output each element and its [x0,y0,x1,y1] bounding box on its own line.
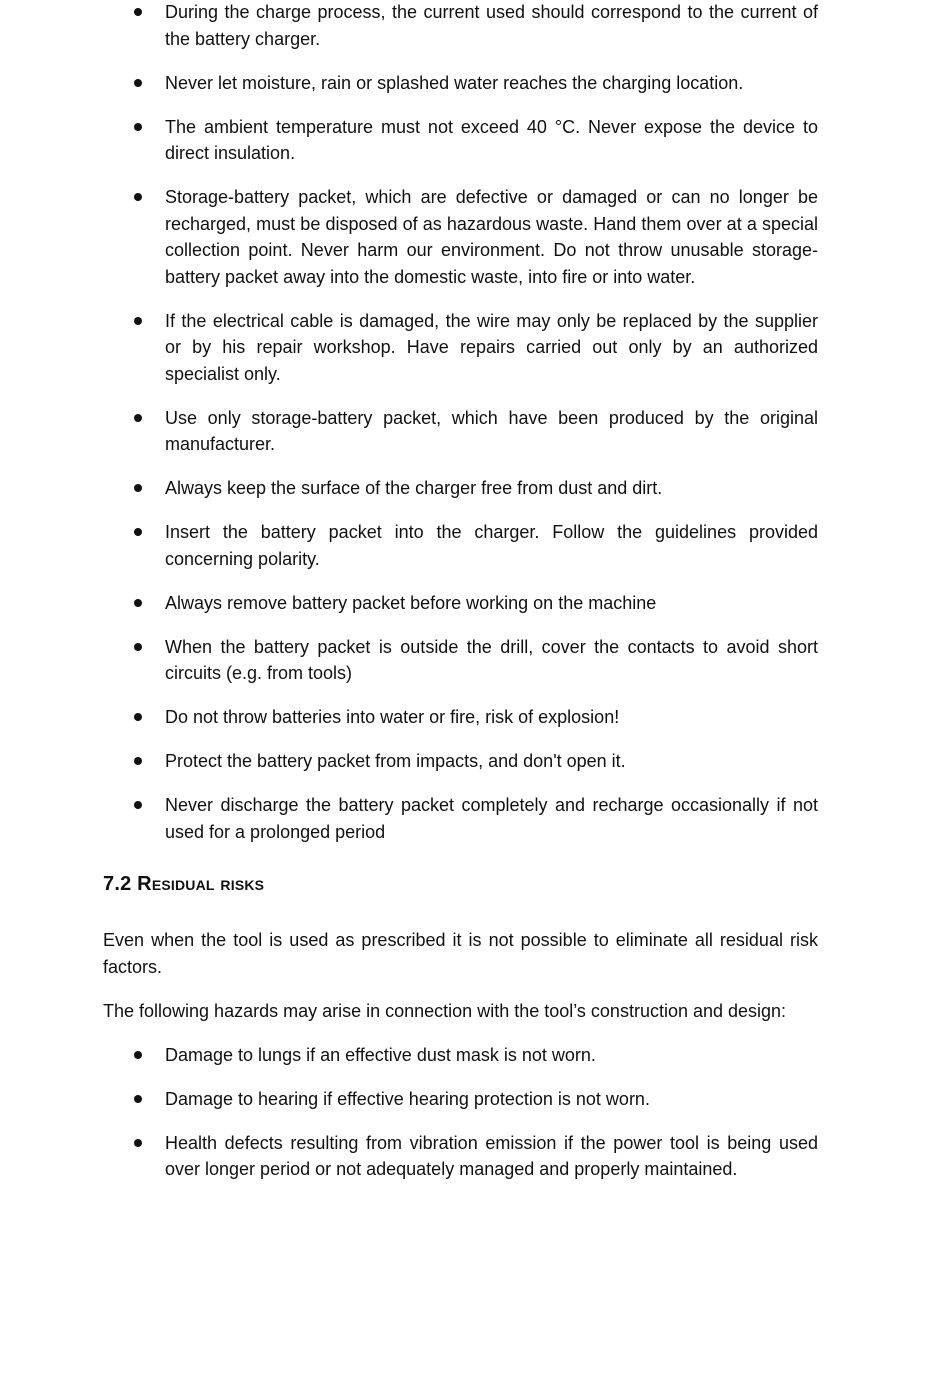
bullet-icon [134,528,142,536]
list-item [103,0,818,52]
list-item-text: Do not throw batteries into water or fire, risk of explosion! [165,707,620,727]
list-item-text: When the battery packet is outside the drill, cover the contacts to avoid short circuits (e.g. from tools) [165,636,818,683]
bullet-icon [134,599,142,607]
list-item [103,70,818,97]
list-item-text: During the charge process, the current used should correspond to the current of the battery charger. [165,2,818,49]
list-item [103,634,818,687]
list-item [103,748,818,775]
list-item-text: Protect the battery packet from impacts, and don't open it. [165,751,626,771]
paragraph-intro: Even when the tool is used as prescribed it is not possible to eliminate all residual risk factors. [103,930,818,977]
bullet-icon [134,713,142,721]
list-item [103,704,818,731]
list-item-text: Use only storage-battery packet, which have been produced by the original manufacturer. [165,407,818,454]
list-item-text: Always remove battery packet before working on the machine [165,592,657,613]
bullet-icon [134,414,142,422]
list-item [103,184,818,290]
bullet-icon [134,484,142,492]
bullet-icon [134,801,142,809]
list-item [103,308,818,388]
list-item-text: Insert the battery packet into the charger. Follow the guidelines provided concerning polarity. [165,522,818,569]
list-item-text: Always keep the surface of the charger free from dust and dirt. [165,478,663,498]
bullet-icon [134,757,142,765]
bullet-icon [134,123,142,131]
bullet-icon [134,1095,142,1103]
residual-risks-list [103,1042,818,1183]
list-item-text: The ambient temperature must not exceed 40 °C. Never expose the device to direct insulation. [165,116,818,163]
bullet-icon [134,317,142,325]
bullet-icon [134,8,142,16]
list-item [103,114,818,167]
list-item [103,405,818,458]
bullet-icon [134,79,142,87]
bullet-icon [134,1051,142,1059]
list-item [103,1042,818,1069]
bullet-icon [134,643,142,651]
document-page [103,0,818,1200]
list-item [103,475,818,502]
list-item [103,590,818,617]
list-item-text: Damage to lungs if an effective dust mask is not worn. [165,1044,596,1065]
list-item [103,1086,818,1113]
section-title: Residual risks [137,873,265,895]
list-item [103,519,818,572]
list-item-text: If the electrical cable is damaged, the wire may only be replaced by the supplier or by his repair workshop. Have repairs carried out only by an authorized specialist only. [165,310,818,384]
section-heading [103,871,818,897]
safety-instructions-list [103,0,818,845]
list-item [103,1130,818,1183]
list-item [103,792,818,845]
paragraph-hazards-lead: The following hazards may arise in connection with the tool’s construction and design: [103,1000,787,1021]
list-item-text: Never let moisture, rain or splashed water reaches the charging location. [165,72,744,93]
list-item-text: Damage to hearing if effective hearing protection is not worn. [165,1088,650,1109]
list-item-text: Storage-battery packet, which are defective or damaged or can no longer be recharged, must be disposed of as hazardous waste. Hand them over at a special collection point. Never harm our environment. Do not throw unusable storage-battery packet away into the domestic waste, into fire or into water. [165,187,818,287]
section-number: 7.2 [103,873,132,895]
list-item-text: Health defects resulting from vibration emission if the power tool is being used over longer period or not adequately managed and properly maintained. [165,1132,818,1179]
bullet-icon [134,193,142,201]
bullet-icon [134,1139,142,1147]
list-item-text: Never discharge the battery packet completely and recharge occasionally if not used for a prolonged period [165,795,818,842]
